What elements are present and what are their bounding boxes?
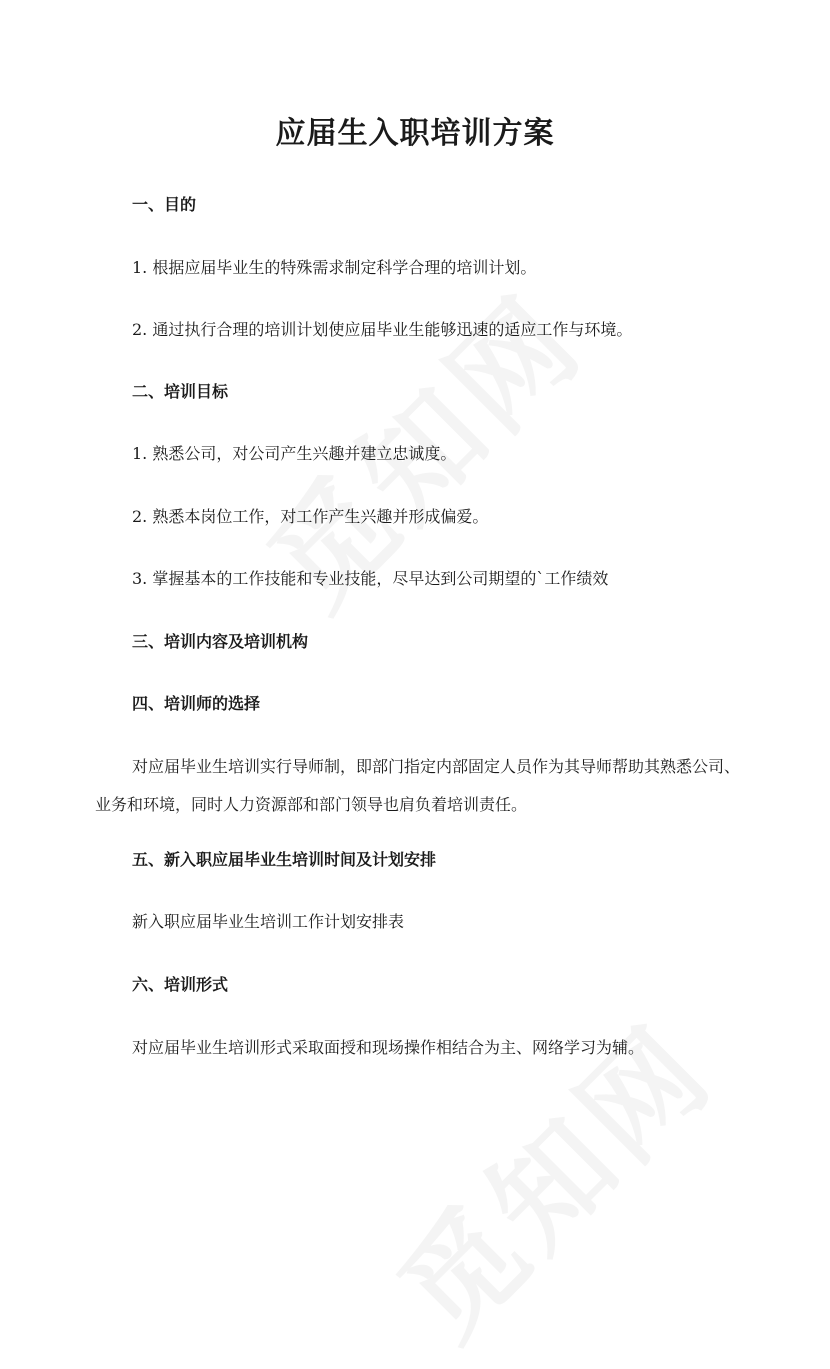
- document-title: 应届生入职培训方案: [275, 116, 555, 151]
- section-5-line: 新入职应届毕业生培训工作计划安排表: [132, 912, 405, 931]
- section-heading-2: 二、培训目标: [132, 382, 229, 401]
- section-2-item-2: 2. 熟悉本岗位工作，对工作产生兴趣并形成偏爱。: [132, 507, 489, 526]
- section-6-paragraph: 对应届毕业生培训形式采取面授和现场操作相结合为主、网络学习为辅。: [132, 1038, 645, 1057]
- section-4-paragraph: 对应届毕业生培训实行导师制，即部门指定内部固定人员作为其导师帮助其熟悉公司、业务和环境，同时人力资源部和部门领导也肩负着培训责任。: [95, 757, 741, 814]
- section-heading-1: 一、目的: [132, 195, 197, 214]
- section-heading-5: 五、新入职应届毕业生培训时间及计划安排: [132, 850, 437, 869]
- section-heading-4: 四、培训师的选择: [132, 694, 261, 713]
- section-1-item-1: 1. 根据应届毕业生的特殊需求制定科学合理的培训计划。: [132, 258, 537, 277]
- section-2-item-1: 1. 熟悉公司，对公司产生兴趣并建立忠诚度。: [132, 444, 457, 463]
- section-2-item-3: 3. 掌握基本的工作技能和专业技能，尽早达到公司期望的`工作绩效: [132, 569, 609, 588]
- section-1-item-2: 2. 通过执行合理的培训计划使应届毕业生能够迅速的适应工作与环境。: [132, 320, 633, 339]
- section-heading-6: 六、培训形式: [132, 975, 229, 994]
- section-heading-3: 三、培训内容及培训机构: [132, 632, 309, 651]
